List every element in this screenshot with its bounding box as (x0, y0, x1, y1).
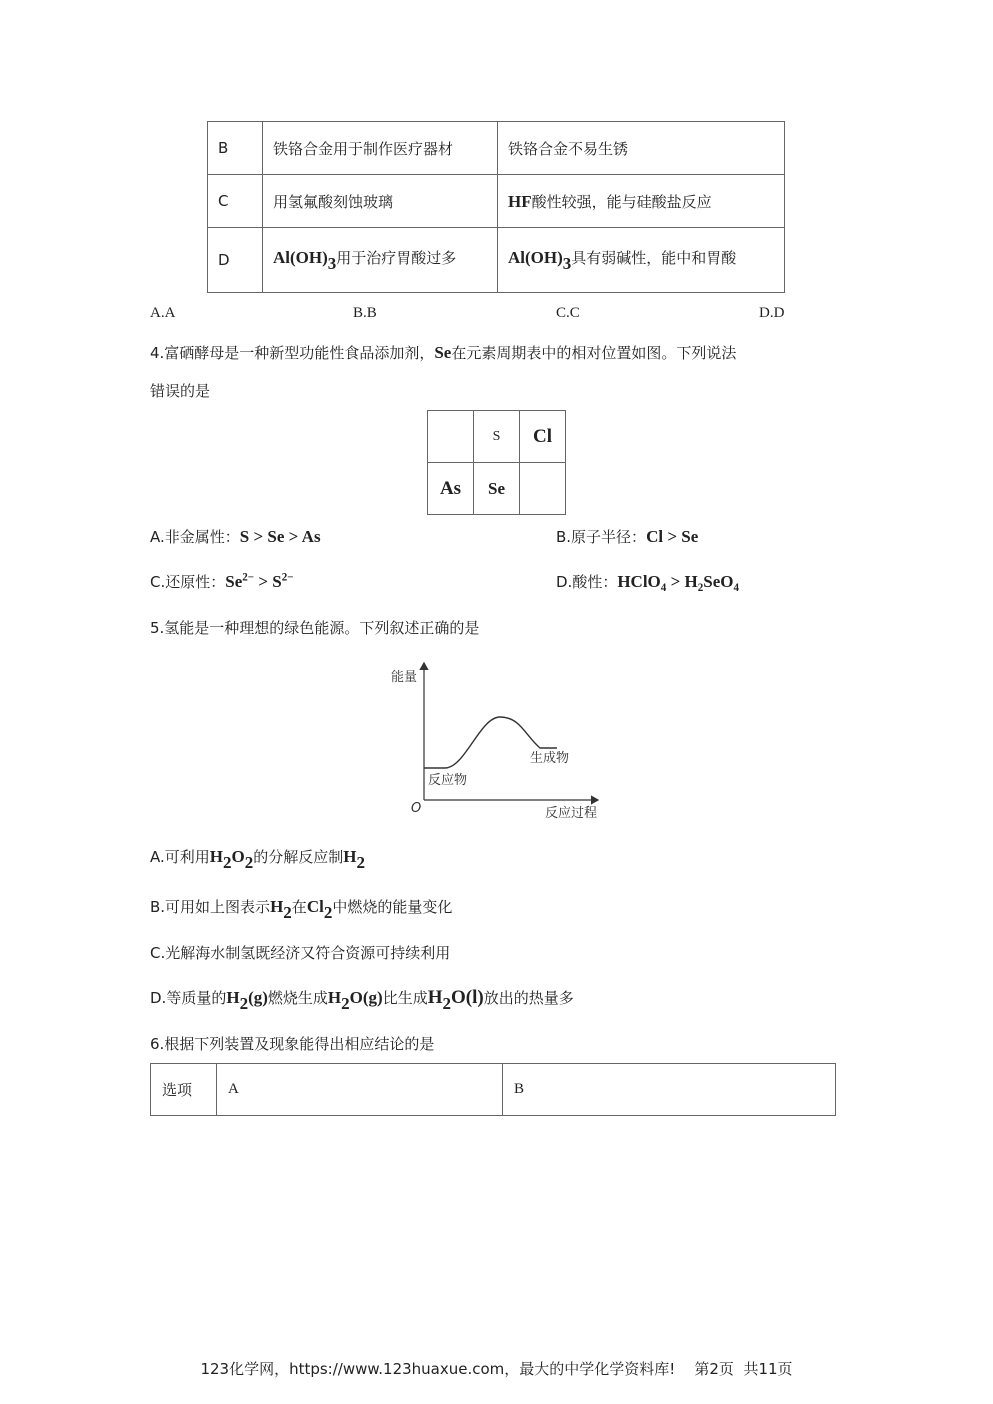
chem-part: SeO (703, 572, 734, 591)
reason-cell: 铁铬合金不易生锈 (498, 122, 785, 175)
stem-text: 在元素周期表中的相对位置如图。下列说法 (451, 344, 737, 362)
q4-option-c (150, 571, 294, 592)
periodic-table-fragment (427, 410, 566, 515)
element-cell (428, 411, 474, 463)
x-axis-label: 反应过程 (545, 806, 598, 821)
option-label: A.非金属性： (150, 528, 240, 546)
element-cell: Cl (520, 411, 566, 463)
q4-option-a (150, 526, 321, 547)
option-label: B.原子半径： (556, 528, 647, 546)
chem-part: Se (225, 572, 243, 591)
chem-formula: HF (508, 191, 532, 211)
answer-table (207, 121, 785, 293)
element-cell (520, 463, 566, 515)
header-cell: A (217, 1064, 503, 1116)
table-row (208, 175, 785, 228)
q4-option-b (556, 526, 698, 547)
reason-cell (498, 228, 785, 293)
subscript: 3 (562, 253, 572, 273)
chem-formula: Se (434, 343, 452, 362)
reactant-label: 反应物 (428, 773, 468, 788)
q5-option-b (150, 896, 452, 923)
option-text: A.可利用 (150, 848, 210, 866)
application-text: 用于治疗胃酸过多 (336, 248, 457, 267)
subscript: 2 (239, 993, 249, 1013)
question-6-stem: 6.根据下列装置及现象能得出相应结论的是 (150, 1035, 435, 1053)
origin-label: O (411, 801, 422, 816)
chem-part: H (270, 897, 284, 916)
option-text: 放出的热量多 (483, 989, 574, 1007)
chem-formula: Al(OH) (508, 247, 563, 267)
option-label: C.还原性： (150, 573, 226, 591)
reason-text: 具有弱碱性，能中和胃酸 (571, 248, 737, 267)
option-cell: B (208, 122, 263, 175)
question-4-stem (150, 342, 736, 363)
reason-cell (498, 175, 785, 228)
header-cell: 选项 (151, 1064, 217, 1116)
application-cell (263, 228, 498, 293)
option-text: 在 (291, 898, 307, 916)
answer-a: A.A (150, 305, 176, 321)
q5-option-a (150, 846, 365, 873)
superscript: 2− (281, 571, 294, 584)
chem-part: O(g) (349, 988, 383, 1007)
y-axis-label: 能量 (391, 670, 418, 685)
chem-part: > H (666, 572, 698, 591)
answer-c: C.C (556, 305, 580, 321)
chem-part: Cl (306, 897, 324, 916)
option-text: B.可用如上图表示 (150, 898, 271, 916)
chem-expression (225, 572, 293, 591)
reason-text: 酸性较强，能与硅酸盐反应 (531, 192, 712, 211)
chem-part: S (272, 572, 282, 591)
energy-diagram (385, 655, 615, 830)
chem-part: O (231, 847, 245, 866)
subscript: 4 (733, 581, 740, 594)
option-label: D.酸性： (556, 573, 618, 591)
question-5-stem: 5.氢能是一种理想的绿色能源。下列叙述正确的是 (150, 619, 480, 637)
application-cell: 用氢氟酸刻蚀玻璃 (263, 175, 498, 228)
option-text: 中燃烧的能量变化 (332, 898, 453, 916)
element-cell: Se (474, 463, 520, 515)
subscript: 2 (223, 852, 232, 872)
q4-option-d (556, 571, 739, 594)
question-4-stem-line2: 错误的是 (150, 382, 211, 400)
stem-text: 4.富硒酵母是一种新型功能性食品添加剂， (150, 344, 435, 362)
chem-part: (g) (248, 988, 268, 1007)
subscript: 2 (442, 993, 451, 1013)
chem-part: HClO (617, 572, 661, 591)
chem-part: > (254, 572, 273, 591)
option-cell: C (208, 175, 263, 228)
option-text: 燃烧生成 (267, 989, 328, 1007)
chem-part: H (427, 987, 443, 1008)
table-row (208, 122, 785, 175)
product-label: 生成物 (530, 751, 570, 766)
subscript: 2 (323, 902, 333, 922)
answer-b: B.B (353, 305, 377, 321)
chem-expression: Cl > Se (646, 527, 699, 546)
element-cell: As (428, 463, 474, 515)
q5-option-c: C.光解海水制氢既经济又符合资源可持续利用 (150, 944, 451, 962)
chem-part: H (209, 847, 224, 866)
chem-formula: Al(OH) (273, 247, 328, 267)
subscript: 2 (697, 581, 704, 594)
table-header-row (151, 1064, 836, 1116)
q6-table (150, 1063, 836, 1116)
superscript: 2− (242, 571, 255, 584)
chem-part: H (343, 847, 357, 866)
subscript: 2 (341, 993, 350, 1013)
answer-d: D.D (759, 305, 785, 321)
subscript: 2 (244, 852, 254, 872)
subscript: 4 (660, 581, 667, 594)
chem-part: H (327, 988, 342, 1007)
subscript: 2 (356, 852, 365, 872)
header-cell: B (503, 1064, 836, 1116)
q5-option-d (150, 987, 574, 1014)
application-cell: 铁铬合金用于制作医疗器材 (263, 122, 498, 175)
chem-part: O(l) (450, 987, 484, 1008)
chem-expression: S > Se > As (239, 527, 321, 546)
option-text: 比生成 (382, 989, 428, 1007)
option-text: 的分解反应制 (253, 848, 344, 866)
option-cell: D (208, 228, 263, 293)
chem-expression (617, 572, 740, 594)
page-footer: 123化学网，https://www.123huaxue.com，最大的中学化学资料库! 第2页 共11页 (200, 1360, 793, 1378)
option-text: D.等质量的 (150, 989, 227, 1007)
table-row (208, 228, 785, 293)
subscript: 3 (327, 253, 337, 273)
chem-part: H (226, 988, 240, 1007)
subscript: 2 (283, 902, 292, 922)
element-cell: S (474, 411, 520, 463)
